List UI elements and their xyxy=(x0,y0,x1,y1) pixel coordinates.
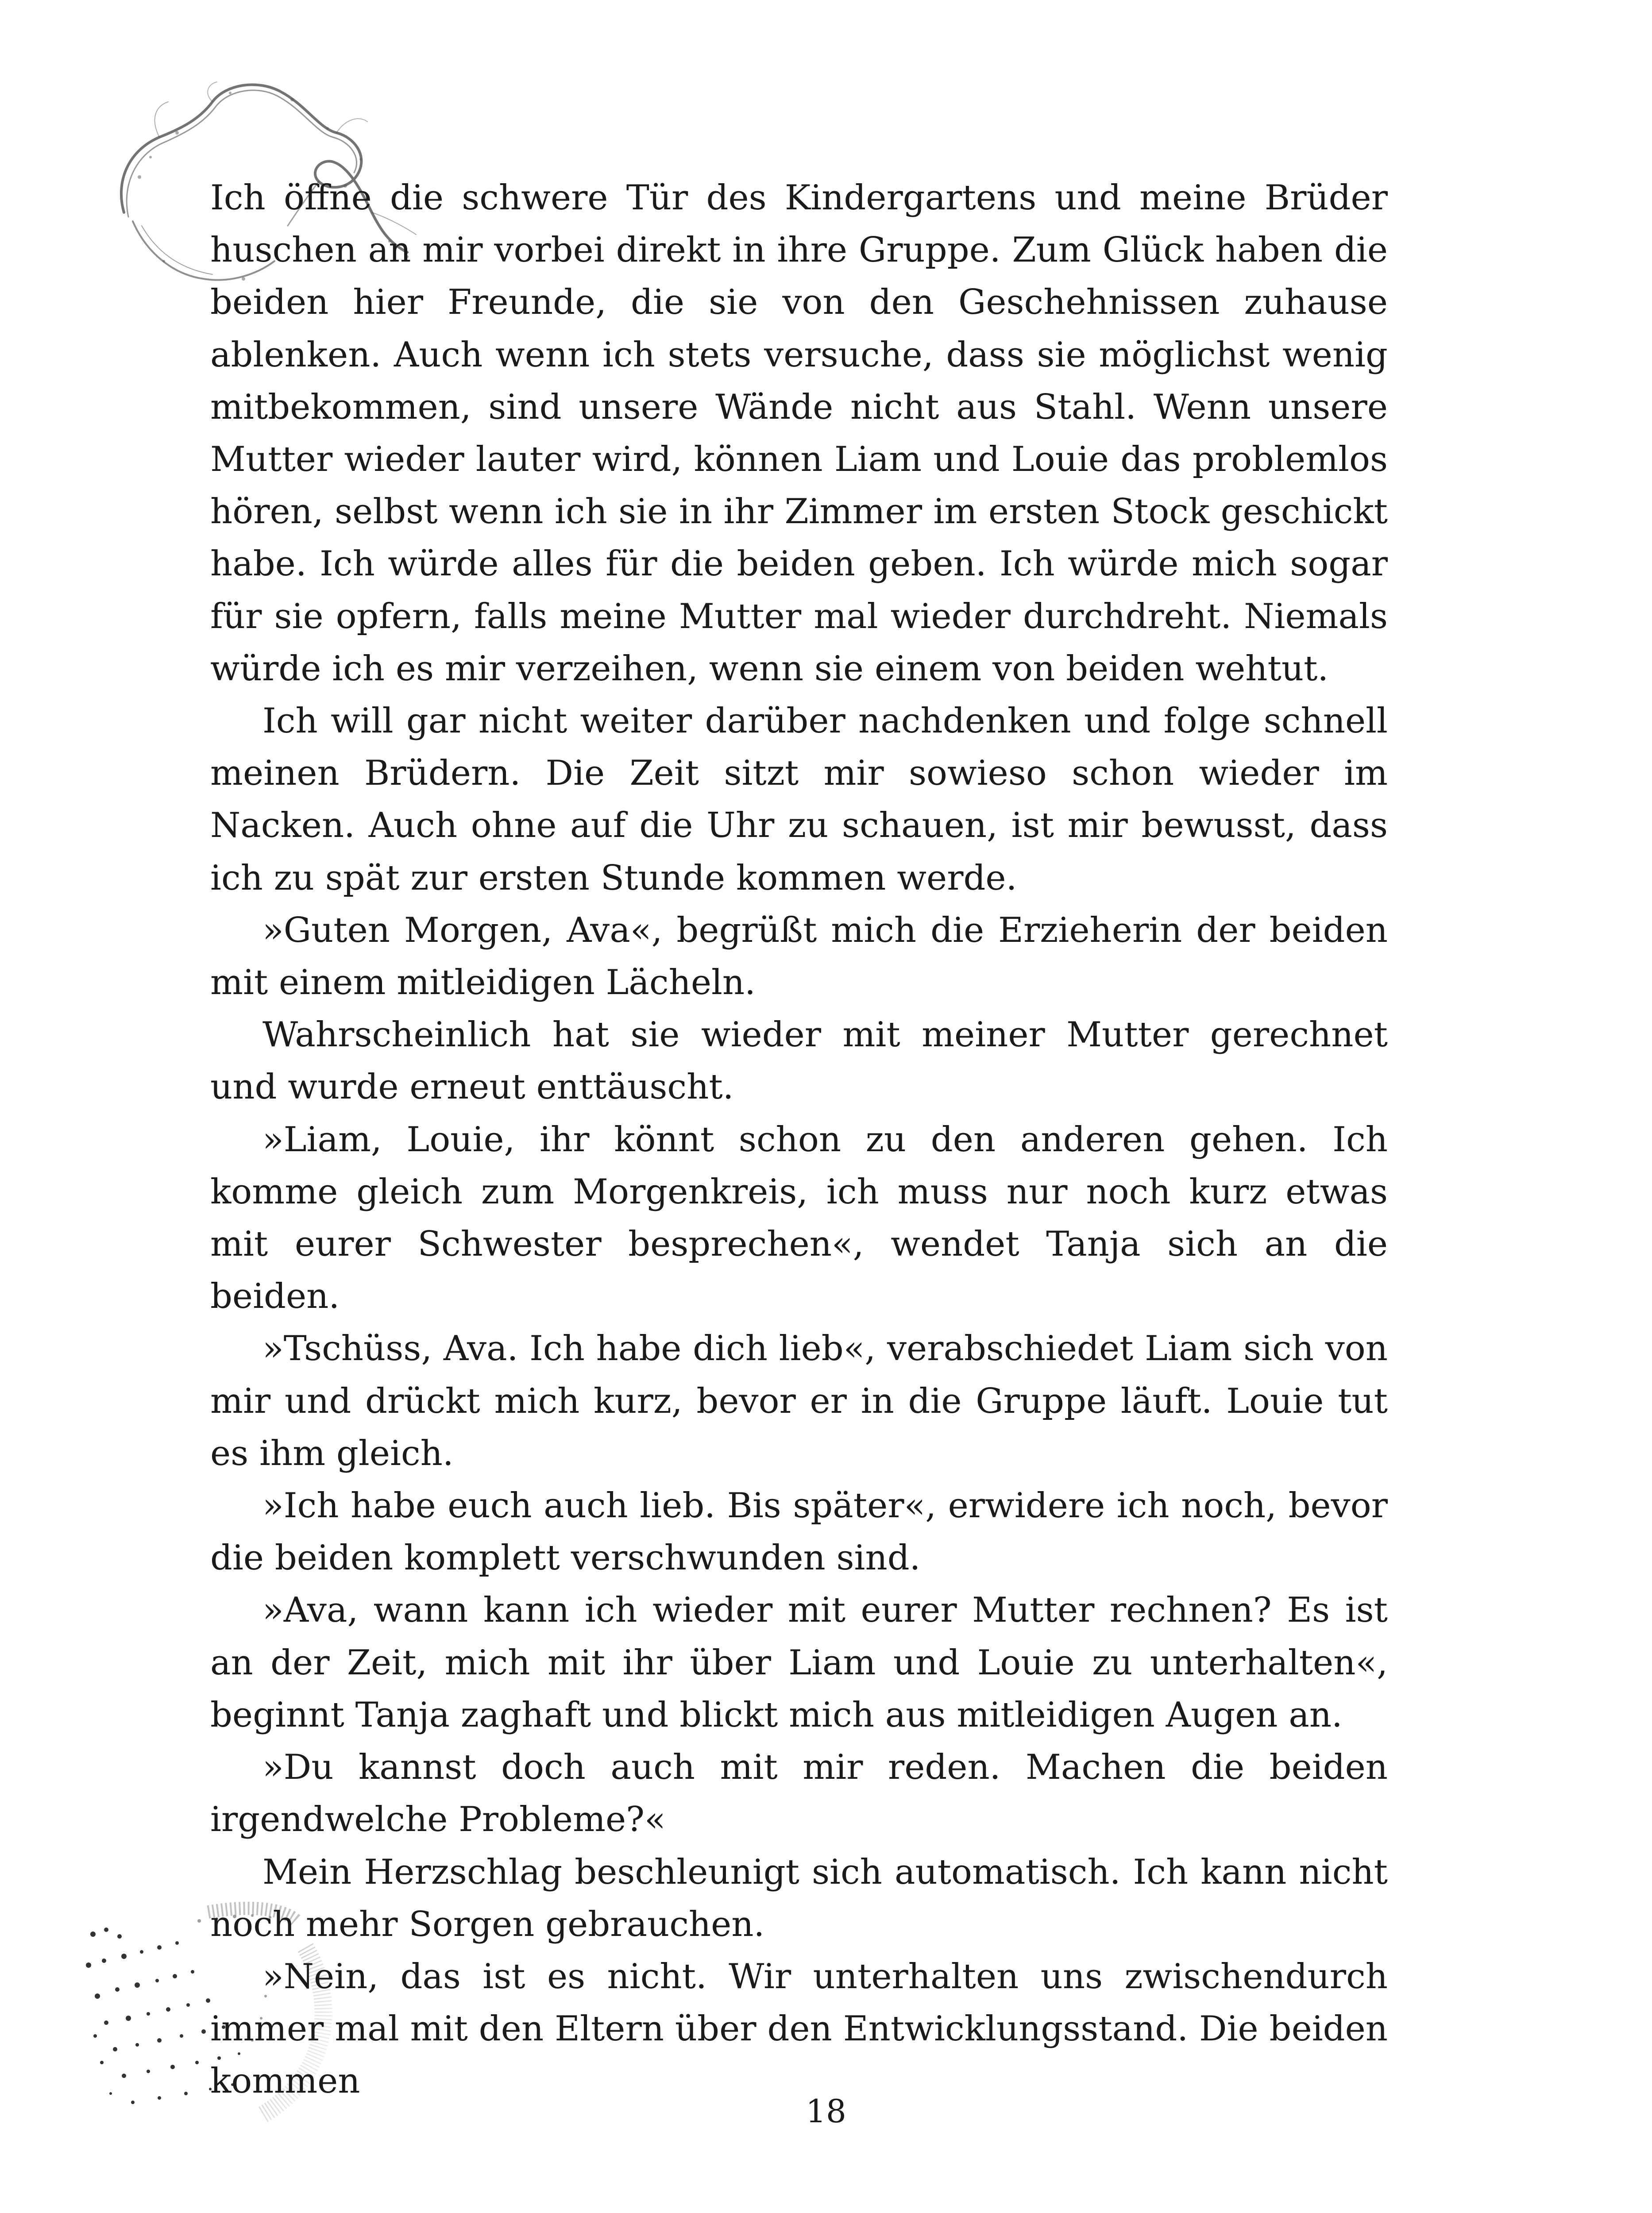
paragraph: »Guten Morgen, Ava«, begrüßt mich die Erzieherin der beiden mit einem mitleidigen Lächeln. xyxy=(210,910,1388,1003)
paragraph: »Nein, das ist es nicht. Wir unterhalten uns zwischendurch immer mal mit den Eltern über den Entwicklungsstand. Die beiden kommen xyxy=(210,1956,1388,2101)
paragraph: Ich öffne die schwere Tür des Kindergartens und meine Brüder huschen an mir vorbei direkt in ihre Gruppe. Zum Glück haben die beiden hier Freunde, die sie von den Geschehnissen zuhause ablenken. Auch wenn ich stets versuche, dass sie möglichst wenig mitbekommen, sind unsere Wände nicht aus Stahl. Wenn unsere Mutter wieder lauter wird, können Liam und Louie das problemlos hören, selbst wenn ich sie in ihr Zimmer im ersten Stock geschickt habe. Ich würde alles für die beiden geben. Ich würde mich sogar für sie opfern, falls meine Mutter mal wieder durchdreht. Niemals würde ich es mir verzeihen, wenn sie einem von beiden wehtut. xyxy=(210,178,1388,689)
paragraph: Mein Herzschlag beschleunigt sich automatisch. Ich kann nicht noch mehr Sorgen gebrauchen. xyxy=(210,1852,1388,1944)
paragraph: »Ich habe euch auch lieb. Bis später«, erwidere ich noch, bevor die beiden komplett verschwunden sind. xyxy=(210,1486,1388,1578)
paragraph: Ich will gar nicht weiter darüber nachdenken und folge schnell meinen Brüdern. Die Zeit sitzt mir sowieso schon wieder im Nacken. Auch ohne auf die Uhr zu schauen, ist mir bewusst, dass ich zu spät zur ersten Stunde kommen werde. xyxy=(210,701,1388,898)
paragraph: »Liam, Louie, ihr könnt schon zu den anderen gehen. Ich komme gleich zum Morgenkreis, ich muss nur noch kurz etwas mit eurer Schwester besprechen«, wendet Tanja sich an die beiden. xyxy=(210,1119,1388,1317)
page-number: 18 xyxy=(806,2093,846,2130)
paragraph: Wahrscheinlich hat sie wieder mit meiner Mutter gerechnet und wurde erneut enttäuscht. xyxy=(210,1015,1388,1107)
paragraph: »Tschüss, Ava. Ich habe dich lieb«, verabschiedet Liam sich von mir und drückt mich kurz, bevor er in die Gruppe läuft. Louie tut es ihm gleich. xyxy=(210,1329,1388,1473)
paragraph: »Du kannst doch auch mit mir reden. Machen die beiden irgendwelche Probleme?« xyxy=(210,1747,1388,1840)
paragraph: »Ava, wann kann ich wieder mit eurer Mutter rechnen? Es ist an der Zeit, mich mit ihr über Liam und Louie zu unterhalten«, beginnt Tanja zaghaft und blickt mich aus mitleidigen Augen an. xyxy=(210,1590,1388,1735)
body-text xyxy=(210,172,1388,2108)
